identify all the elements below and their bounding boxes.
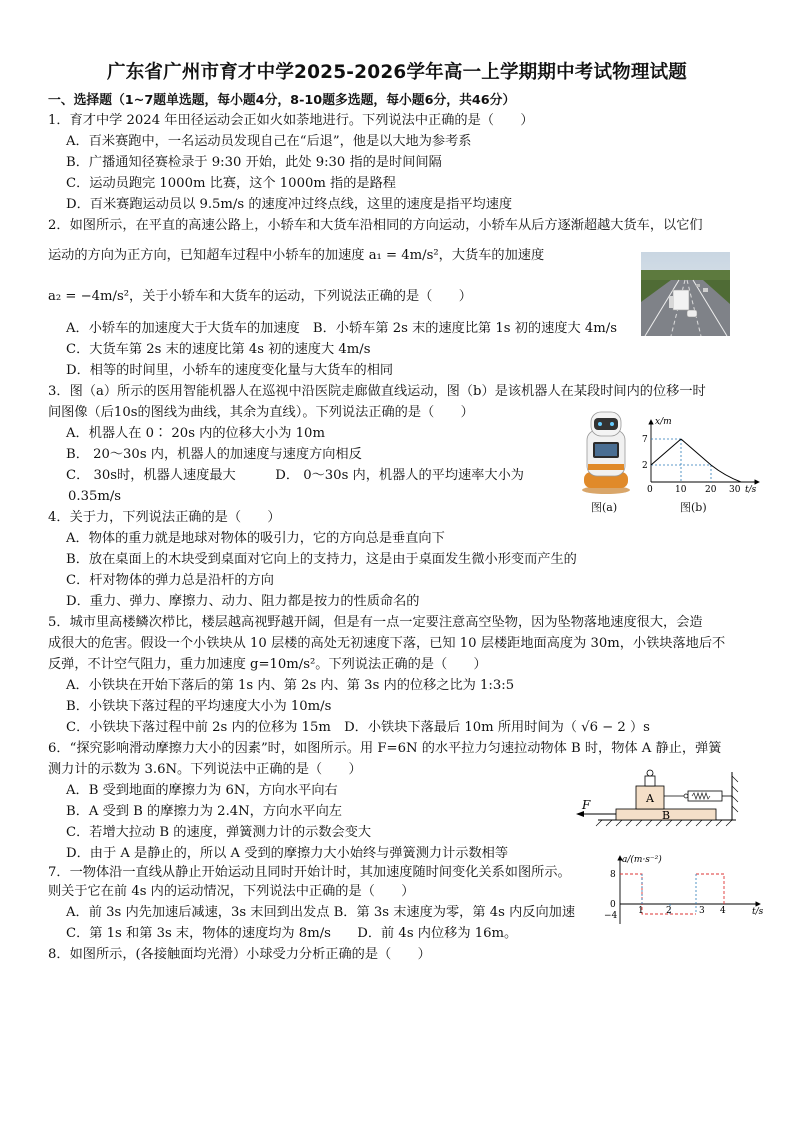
block-b-label: B <box>662 809 671 822</box>
q3-stem-line1: 3．图（a）所示的医用智能机器人在巡视中沿医院走廊做直线运动，图（b）是该机器人在某段时间内的位移一时 <box>48 384 706 399</box>
q5-stem-line3: 反弹，不计空气阻力，重力加速度 g=10m/s²。下列说法正确的是（ ） <box>48 657 487 672</box>
q6-stem-line1: 6．“探究影响滑动摩擦力大小的因素”时，如图所示。用 F=6N 的水平拉力匀速拉动物体 B 时，物体 A 静止，弹簧 <box>48 741 722 756</box>
q5-stem-line2: 成很大的危害。假设一个小铁块从 10 层楼的高处无初速度下落，已知 10 层楼距地面高度为 30m，小铁块落地后不 <box>48 636 726 651</box>
q1-stem: 1．育才中学 2024 年田径运动会正如火如荼地进行。下列说法中正确的是（ ） <box>48 113 534 128</box>
at-xtick-4: 4 <box>720 906 726 916</box>
q4-stem: 4．关于力，下列说法正确的是（ ） <box>48 510 281 525</box>
at-xlabel: t/s <box>752 907 764 917</box>
q4-option-d: D．重力、弹力、摩擦力、动力、阻力都是按力的性质命名的 <box>66 594 420 609</box>
q2-stem-line1: 2．如图所示，在平直的高速公路上，小轿车和大货车沿相同的方向运动，小轿车从后方逐渐超越大货车，以它们 <box>48 218 703 233</box>
xt-ytick-2: 2 <box>642 461 648 471</box>
q5-option-b: B．小铁块下落过程的平均速度大小为 10m/s <box>66 699 332 714</box>
q3-option-a: A．机器人在 0∶ 20s 内的位移大小为 10m <box>66 426 325 441</box>
q6-option-a: A．B 受到地面的摩擦力为 6N，方向水平向右 <box>66 783 338 798</box>
at-ylabel: a/(m·s⁻²) <box>622 855 662 865</box>
q5-options-cd: C．小铁块下落过程中前 2s 内的位移为 15m D．小铁块下落最后 10m 所用时间为（ √6 − 2 ）s <box>66 720 650 735</box>
q1-option-b: B．广播通知径赛检录于 9:30 开始，此处 9:30 指的是时间间隔 <box>66 155 442 170</box>
force-f-label: F <box>582 798 591 812</box>
at-ytick-neg4: −4 <box>604 911 618 921</box>
xt-xtick-10: 10 <box>675 485 687 494</box>
xt-xtick-0: 0 <box>647 485 653 494</box>
q5-option-a: A．小铁块在开始下落后的第 1s 内、第 2s 内、第 3s 内的位移之比为 1:3:5 <box>66 678 515 693</box>
at-ytick-8: 8 <box>610 870 616 880</box>
q3-options-cd: C． 30s时，机器人速度最大 D． 0～30s 内，机器人的平均速率大小为 <box>66 468 524 483</box>
section-heading: 一、选择题（1~7题单选题，每小题4分，8-10题多选题，每小题6分，共46分） <box>48 93 516 108</box>
q7-stem-line1: 7．一物体沿一直线从静止开始运动且同时开始计时，其加速度随时间变化关系如图所示。 <box>48 865 571 880</box>
q2-options-ab: A．小轿车的加速度大于大货车的加速度 B．小轿车第 2s 末的速度比第 1s 初的速度大 4m/s <box>66 321 617 336</box>
q4-option-b: B．放在桌面上的木块受到桌面对它向上的支持力，这是由于桌面发生微小形变而产生的 <box>66 552 577 567</box>
page-title: 广东省广州市育才中学2025-2026学年高一上学期期中考试物理试题 <box>107 62 687 83</box>
q8-stem: 8．如图所示，(各接触面均光滑）小球受力分析正确的是（ ） <box>48 947 431 962</box>
q6-stem-line2: 测力计的示数为 3.6N。下列说法中正确的是（ ） <box>48 762 362 777</box>
q4-option-a: A．物体的重力就是地球对物体的吸引力，它的方向总是垂直向下 <box>66 531 445 546</box>
q7-options-cd: C．第 1s 和第 3s 末，物体的速度均为 8m/s D．前 4s 内位移为 16m。 <box>66 926 518 941</box>
q7-options-ab: A．前 3s 内先加速后减速，3s 末回到出发点 B．第 3s 末速度为零，第 4s 内反向加速 <box>66 905 576 920</box>
q3-stem-line2: 间图像（后10s的图线为曲线，其余为直线）。下列说法正确的是（ ） <box>48 405 474 420</box>
q2-stem-line2: 运动的方向为正方向，已知超车过程中小轿车的加速度 a₁ = 4m/s²，大货车的加速度 <box>48 248 545 263</box>
xt-ytick-7: 7 <box>642 435 648 445</box>
q1-option-a: A．百米赛跑中，一名运动员发现自己在“后退”，他是以大地为参考系 <box>66 134 472 149</box>
at-graph <box>602 852 768 928</box>
q2-option-c: C．大货车第 2s 末的速度比第 4s 初的速度大 4m/s <box>66 342 371 357</box>
q2-option-d: D．相等的时间里，小轿车的速度变化量与大货车的相同 <box>66 363 394 378</box>
fig-b-caption: 图(b) <box>680 501 707 514</box>
at-xtick-2: 2 <box>666 906 672 916</box>
at-xtick-3: 3 <box>699 906 705 916</box>
q5-stem-line1: 5．城市里高楼鳞次栉比，楼层越高视野越开阔，但是有一点一定要注意高空坠物，因为坠物落地速度很大，会造 <box>48 615 703 630</box>
xt-xtick-20: 20 <box>705 485 717 494</box>
friction-apparatus-figure <box>572 762 742 832</box>
q1-option-d: D．百米赛跑运动员以 9.5m/s 的速度冲过终点线，这里的速度是指平均速度 <box>66 197 513 212</box>
q1-option-c: C．运动员跑完 1000m 比赛，这个 1000m 指的是路程 <box>66 176 396 191</box>
block-a-label: A <box>646 792 654 805</box>
fig-a-caption: 图(a) <box>591 501 618 514</box>
at-ytick-0: 0 <box>610 900 616 910</box>
q6-option-b: B．A 受到 B 的摩擦力为 2.4N，方向水平向左 <box>66 804 342 819</box>
xt-ylabel: x/m <box>655 417 672 427</box>
q3-option-b: B． 20～30s 内，机器人的加速度与速度方向相反 <box>66 447 362 462</box>
at-xtick-1: 1 <box>638 906 644 916</box>
q3-option-d-cont: 0.35m/s <box>68 489 122 504</box>
q4-option-c: C．杆对物体的弹力总是沿杆的方向 <box>66 573 274 588</box>
q7-stem-line2: 则关于它在前 4s 内的运动情况，下列说法中正确的是（ ） <box>48 884 415 899</box>
q6-option-d: D．由于 A 是静止的，所以 A 受到的摩擦力大小始终与弹簧测力计示数相等 <box>66 846 509 861</box>
robot-figure <box>579 410 633 494</box>
highway-photo <box>641 252 730 336</box>
xt-xtick-30: 30 <box>729 485 741 494</box>
xt-xlabel: t/s <box>745 485 757 494</box>
q6-option-c: C．若增大拉动 B 的速度，弹簧测力计的示数会变大 <box>66 825 372 840</box>
xt-graph <box>637 414 765 494</box>
q2-stem-line3: a₂ = −4m/s²，关于小轿车和大货车的运动，下列说法正确的是（ ） <box>48 289 472 304</box>
